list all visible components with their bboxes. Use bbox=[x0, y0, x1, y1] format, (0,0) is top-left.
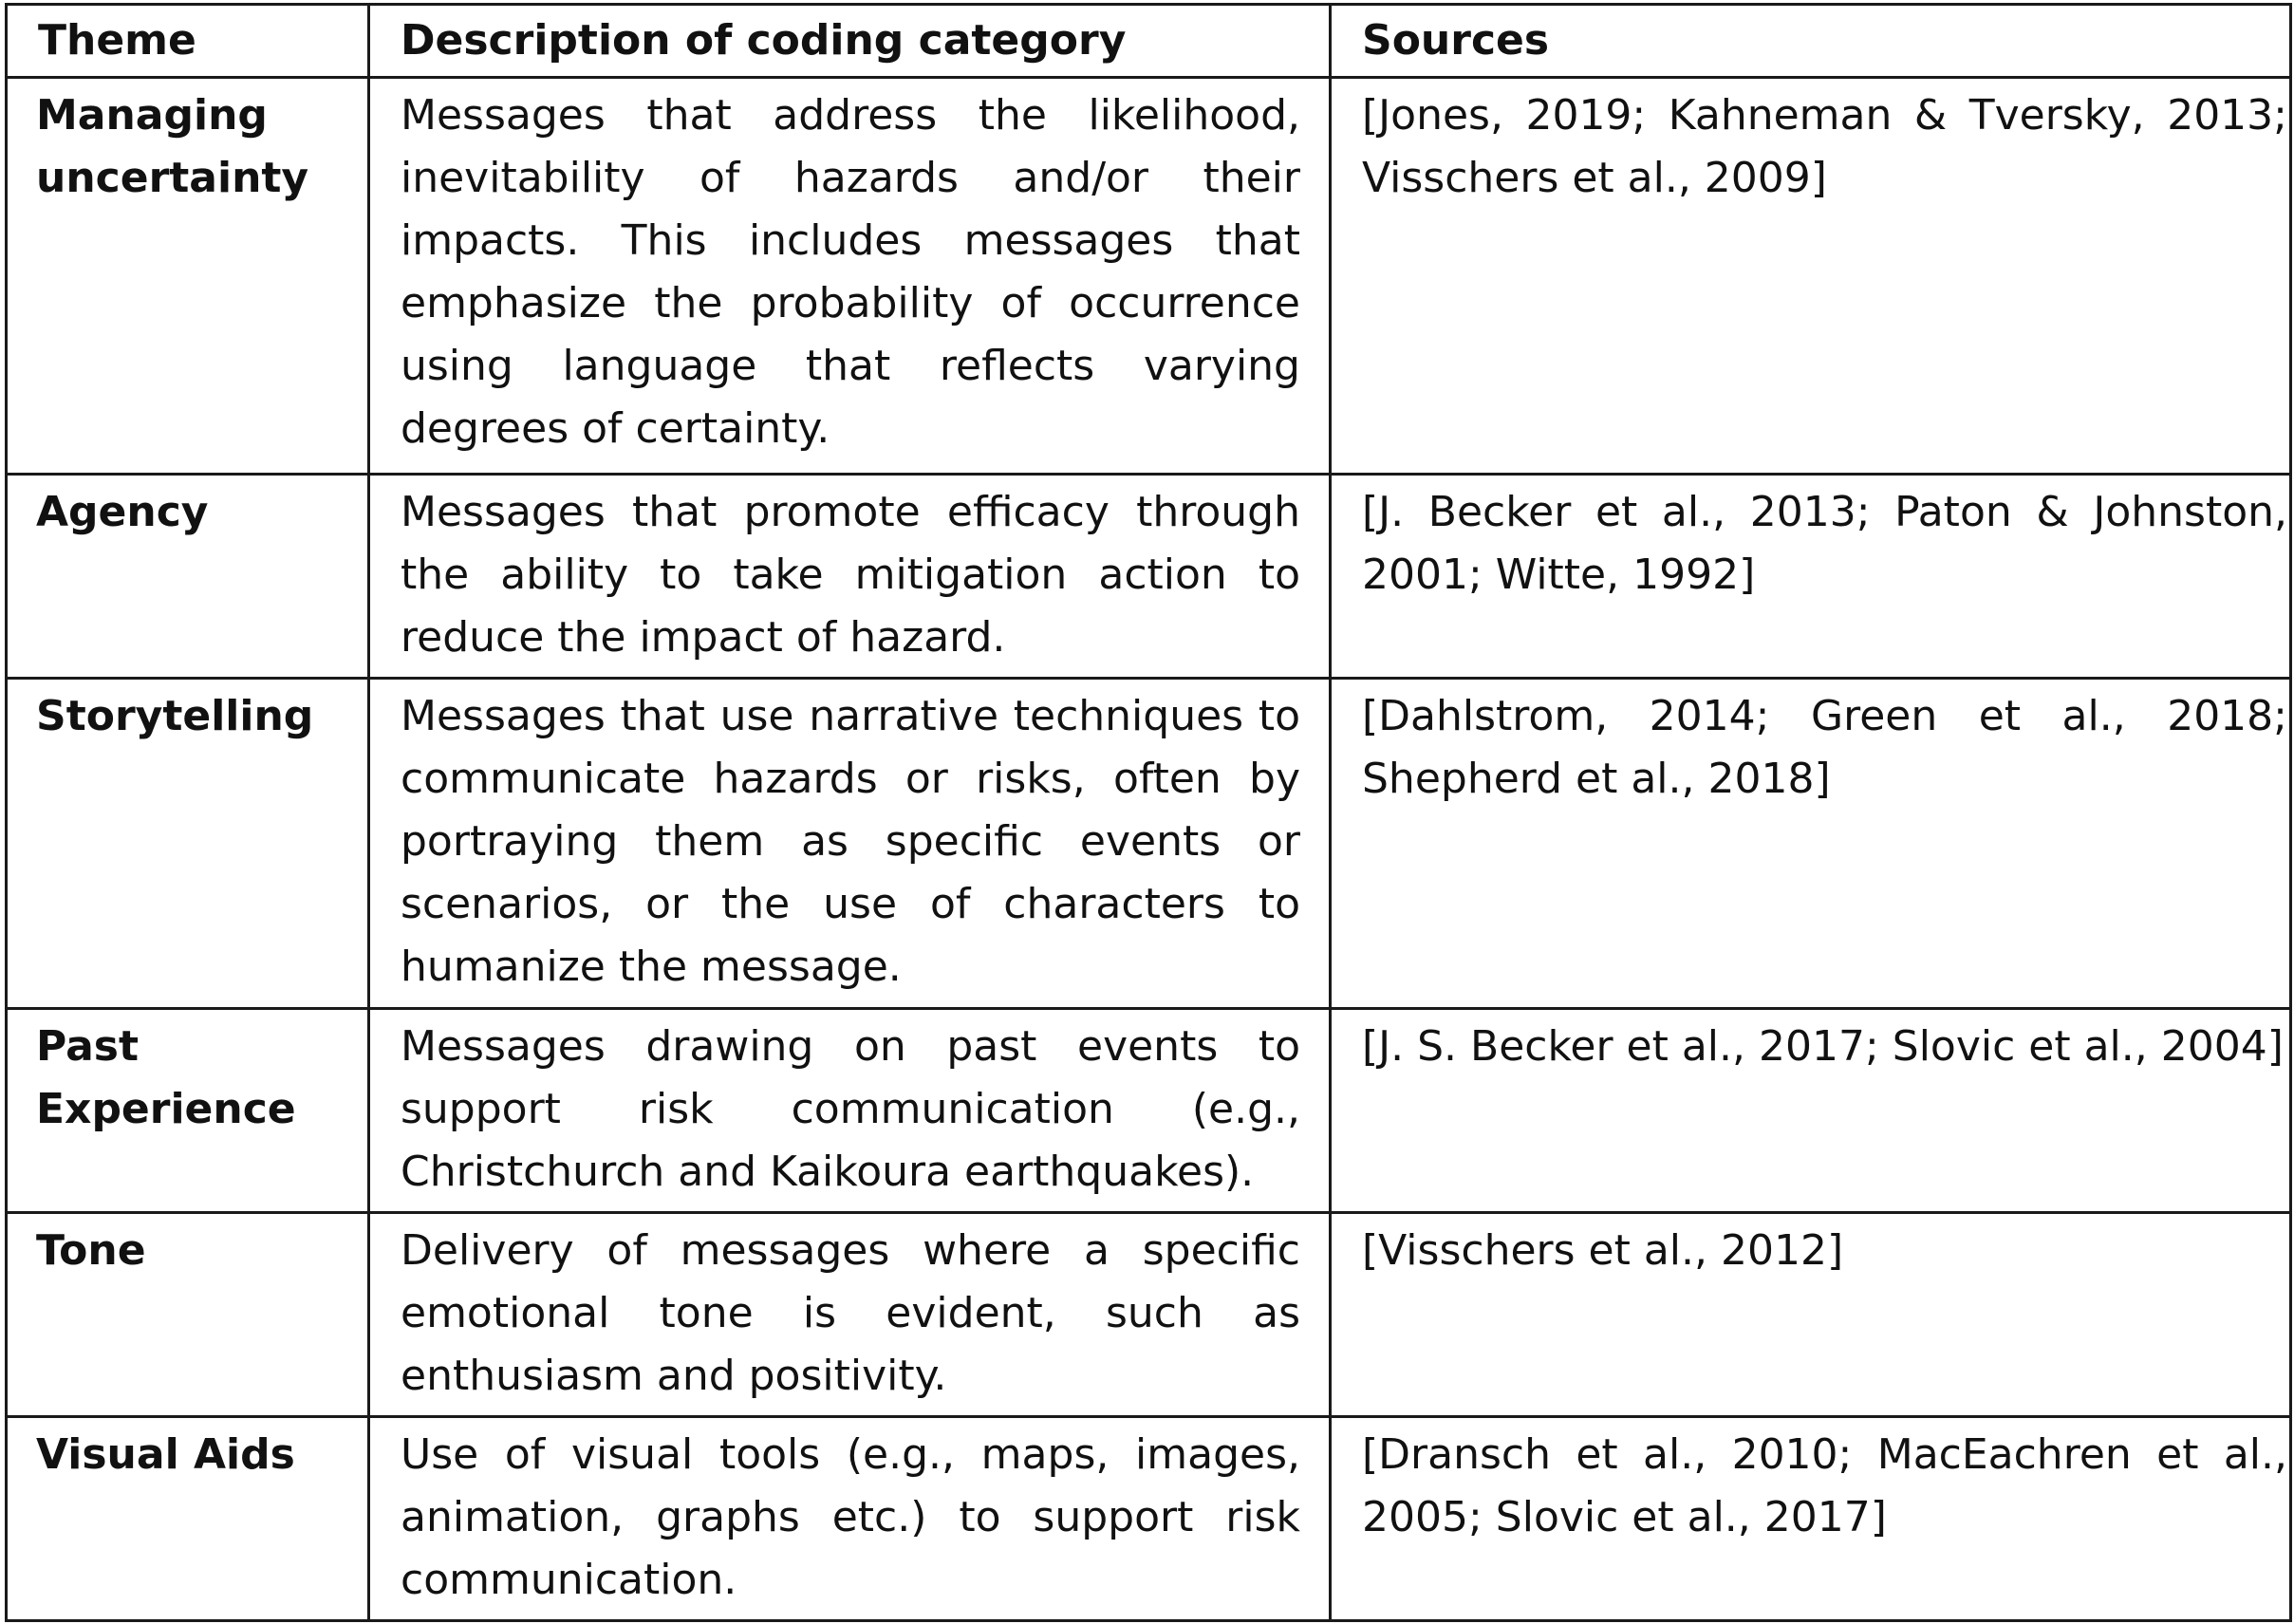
row-description: Delivery of messages where a specific emotional tone is evident, such as enthusiasm and positivity. bbox=[369, 1213, 1331, 1417]
row-theme: Past Experience bbox=[7, 1009, 369, 1213]
row-sources: [Visschers et al., 2012] bbox=[1331, 1213, 2291, 1417]
row-sources: [Jones, 2019; Kahneman & Tversky, 2013; Visschers et al., 2009] bbox=[1331, 78, 2291, 475]
row-theme: Managing uncertainty bbox=[7, 78, 369, 475]
row-theme: Tone bbox=[7, 1213, 369, 1417]
table-row bbox=[7, 1213, 2291, 1417]
header-theme: Theme bbox=[7, 5, 369, 78]
header-description: Description of coding category bbox=[369, 5, 1331, 78]
table-header-row bbox=[7, 5, 2291, 78]
row-sources: [J. Becker et al., 2013; Paton & Johnston, 2001; Witte, 1992] bbox=[1331, 475, 2291, 679]
row-theme: Storytelling bbox=[7, 679, 369, 1009]
row-description: Use of visual tools (e.g., maps, images, animation, graphs etc.) to support risk communication. bbox=[369, 1417, 1331, 1621]
table-row bbox=[7, 679, 2291, 1009]
row-theme: Visual Aids bbox=[7, 1417, 369, 1621]
table-row bbox=[7, 1009, 2291, 1213]
row-sources: [Dahlstrom, 2014; Green et al., 2018; Shepherd et al., 2018] bbox=[1331, 679, 2291, 1009]
coding-categories-table bbox=[5, 3, 2292, 1622]
table-row bbox=[7, 78, 2291, 475]
row-description: Messages that promote efficacy through the ability to take mitigation action to reduce the impact of hazard. bbox=[369, 475, 1331, 679]
header-sources: Sources bbox=[1331, 5, 2291, 78]
row-description: Messages that address the likelihood, inevitability of hazards and/or their impacts. This includes messages that emphasize the probability of occurrence using language that reflects varying degrees of certainty. bbox=[369, 78, 1331, 475]
row-theme: Agency bbox=[7, 475, 369, 679]
row-sources: [J. S. Becker et al., 2017; Slovic et al., 2004] bbox=[1331, 1009, 2291, 1213]
table-row bbox=[7, 475, 2291, 679]
row-sources: [Dransch et al., 2010; MacEachren et al., 2005; Slovic et al., 2017] bbox=[1331, 1417, 2291, 1621]
table-row bbox=[7, 1417, 2291, 1621]
coding-table-container bbox=[5, 3, 2289, 1622]
row-description: Messages that use narrative techniques to communicate hazards or risks, often by portraying them as specific events or scenarios, or the use of characters to humanize the message. bbox=[369, 679, 1331, 1009]
row-description: Messages drawing on past events to support risk communication (e.g., Christchurch and Kaikoura earthquakes). bbox=[369, 1009, 1331, 1213]
